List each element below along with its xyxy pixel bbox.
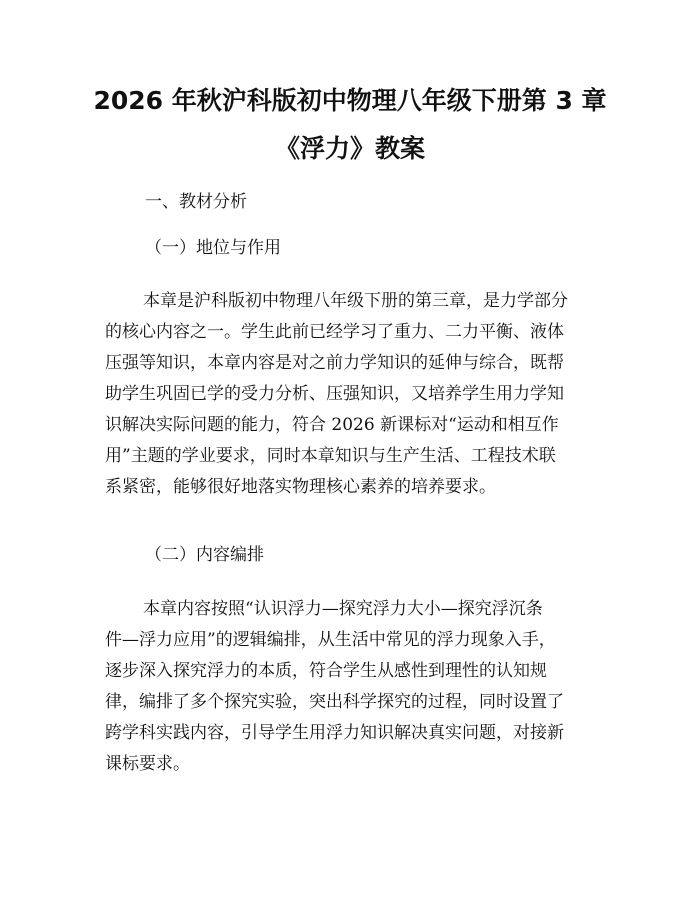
paragraph-line: 用”主题的学业要求，同时本章知识与生产生活、工程技术联 xyxy=(105,446,556,466)
paragraph-line: 本章内容按照“认识浮力—探究浮力大小—探究浮沉条 xyxy=(143,599,543,619)
paragraph-line: 跨学科实践内容，引导学生用浮力知识解决真实问题，对接新 xyxy=(105,723,564,743)
paragraph-content-arrangement xyxy=(105,594,605,780)
paragraph-position-role xyxy=(105,286,605,503)
paragraph-line: 压强等知识，本章内容是对之前力学知识的延伸与综合，既帮 xyxy=(105,353,564,373)
paragraph-line: 的核心内容之一。学生此前已经学习了重力、二力平衡、液体 xyxy=(105,322,564,342)
paragraph-line: 逐步深入探究浮力的本质，符合学生从感性到理性的认知规 xyxy=(105,661,547,681)
paragraph-line: 本章是沪科版初中物理八年级下册的第三章，是力学部分 xyxy=(143,291,568,311)
paragraph-line: 课标要求。 xyxy=(105,754,190,774)
paragraph-line: 识解决实际问题的能力，符合 2026 新课标对“运动和相互作 xyxy=(105,415,559,435)
subsection-heading-position-role: （一）地位与作用 xyxy=(145,238,281,258)
document-title-line-2: 《浮力》教案 xyxy=(274,134,425,163)
paragraph-line: 件—浮力应用”的逻辑编排，从生活中常见的浮力现象入手， xyxy=(105,630,556,650)
paragraph-line: 系紧密，能够很好地落实物理核心素养的培养要求。 xyxy=(105,477,496,497)
document-title-line-1: 2026 年秋沪科版初中物理八年级下册第 3 章 xyxy=(93,86,607,115)
subsection-heading-content-arrangement: （二）内容编排 xyxy=(145,545,264,565)
paragraph-line: 律，编排了多个探究实验，突出科学探究的过程，同时设置了 xyxy=(105,692,564,712)
section-heading-textbook-analysis: 一、教材分析 xyxy=(145,192,247,212)
paragraph-line: 助学生巩固已学的受力分析、压强知识，又培养学生用力学知 xyxy=(105,384,564,404)
